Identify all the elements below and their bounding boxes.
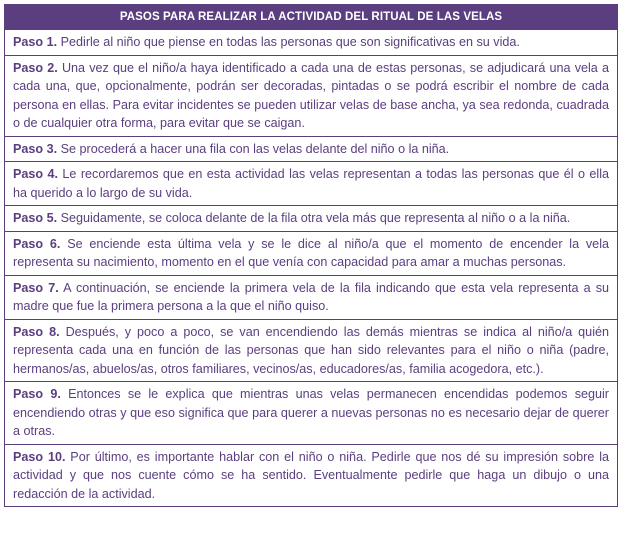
step-5 xyxy=(5,205,617,231)
step-1 xyxy=(5,29,617,55)
step-4 xyxy=(5,161,617,205)
step-text: Una vez que el niño/a haya identificado a cada una de estas personas, se adjudicará una vela a cada una, que, opcionalmente, podrán ser decoradas, pintadas o se podrá escribir el nombre de cada persona en ellas. Para evitar incidentes se pueden utilizar velas de base ancha, ya sea redonda, cuadrada o de cualquier otra forma, para evitar que se caigan. xyxy=(13,60,609,130)
step-text: Después, y poco a poco, se van encendiendo las demás mientras se indica al niño/a quién representa cada una en función de las personas que han sido relevantes para el niño o niña (padre, hermanos/as, abuelos/as, otros familiares, vecinos/as, educadores/as, familia acogedora, etc.). xyxy=(13,324,609,376)
step-label: Paso 1. xyxy=(13,35,58,49)
step-label: Paso 10. xyxy=(13,449,66,464)
step-label: Paso 3. xyxy=(13,141,58,156)
step-6 xyxy=(5,231,617,275)
step-label: Paso 4. xyxy=(13,167,59,181)
step-9 xyxy=(5,381,617,444)
step-10 xyxy=(5,444,617,507)
step-text: A continuación, se enciende la primera vela de la fila indicando que esta vela representa a su madre que fue la primera persona a la que el niño quiso. xyxy=(13,280,609,313)
step-label: Paso 6. xyxy=(13,236,61,251)
step-label: Paso 2. xyxy=(13,60,58,75)
step-label: Paso 7. xyxy=(13,280,59,295)
step-text: Se enciende esta última vela y se le dice al niño/a que el momento de encender la vela representa su nacimiento, momento en el que venía con capacidad para amar a muchas personas. xyxy=(13,236,609,269)
step-label: Paso 5. xyxy=(13,211,58,225)
step-3 xyxy=(5,136,617,162)
step-label: Paso 8. xyxy=(13,324,60,339)
step-7 xyxy=(5,275,617,319)
step-text: Seguidamente, se coloca delante de la fila otra vela más que representa al niño o a la niña. xyxy=(57,211,571,225)
step-text: Se procederá a hacer una fila con las velas delante del niño o la niña. xyxy=(57,141,450,156)
step-text: Le recordaremos que en esta actividad las velas representan a todas las personas que él o ella ha querido a lo largo de su vida. xyxy=(13,167,609,200)
step-text: Pedirle al niño que piense en todas las personas que son significativas en su vida. xyxy=(57,35,520,49)
step-2 xyxy=(5,55,617,136)
step-text: Por último, es importante hablar con el niño o niña. Pedirle que nos dé su impresión sobre la actividad y que nos cuente cómo se ha sentido. Eventualmente pedirle que haga un dibujo o una redacción de la actividad. xyxy=(13,449,610,501)
step-8 xyxy=(5,319,617,382)
steps-table xyxy=(4,4,618,507)
step-label: Paso 9. xyxy=(13,387,61,401)
step-text: Entonces se le explica que mientras unas velas permanecen encendidas podemos seguir encendiendo otras y que eso significa que para querer a nuevas personas no es necesario dejar de querer a otras. xyxy=(13,387,609,438)
table-title: PASOS PARA REALIZAR LA ACTIVIDAD DEL RITUAL DE LAS VELAS xyxy=(5,5,617,29)
